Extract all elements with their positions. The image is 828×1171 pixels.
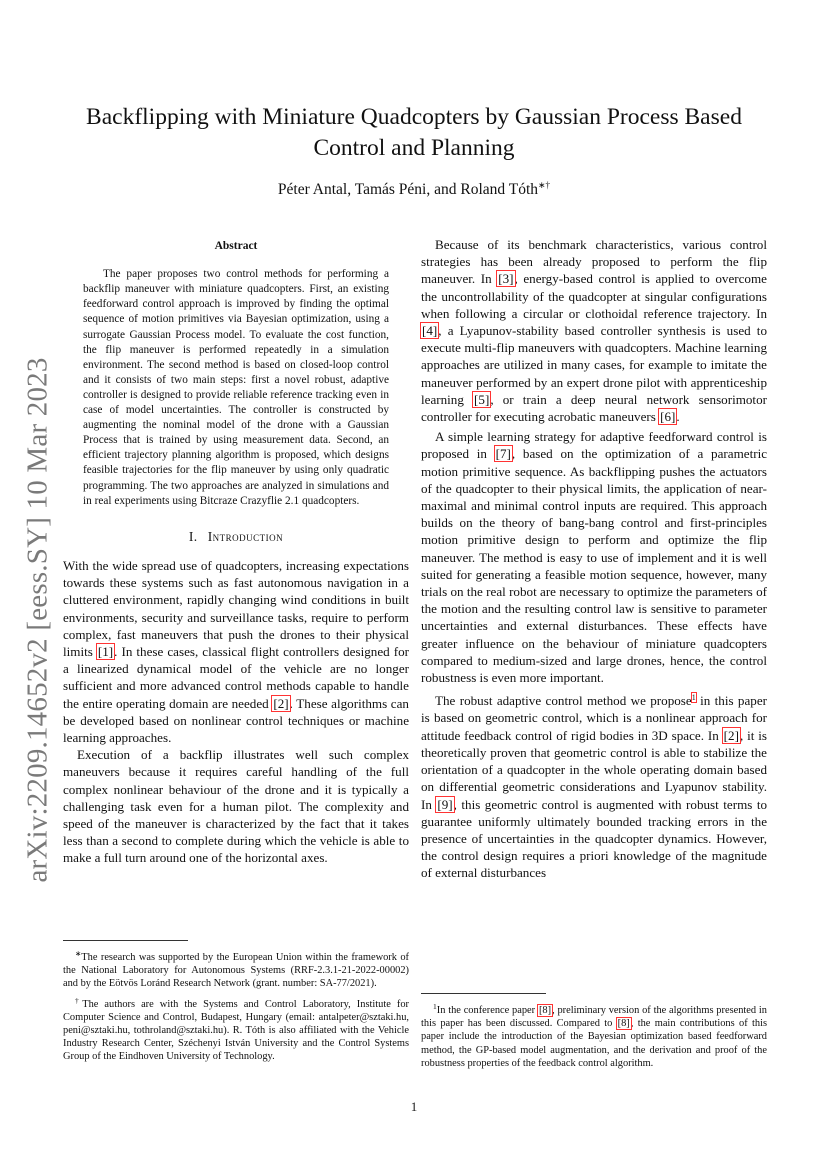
intro-paragraph-4: [421, 428, 767, 686]
section-heading-introduction: [63, 528, 409, 545]
citation-link[interactable]: [9]: [437, 796, 453, 812]
intro-paragraph-2: [63, 746, 409, 866]
arxiv-stamp: [14, 350, 62, 890]
footnote-affiliation: [63, 994, 409, 1064]
text-span: . These algorithms can be developed based on nonlinear control techniques or machine learning approaches.: [63, 695, 409, 745]
text-span: , energy-based control is applied to overcome the uncontrollability of the quadcopter at singular configurations when following a circular or clothoidal reference trajectory. In: [421, 271, 767, 321]
footnote-mark: 1: [433, 1002, 437, 1011]
citation-link[interactable]: [2]: [273, 695, 289, 711]
citation-link[interactable]: [4]: [422, 323, 438, 339]
text-span: , based on the optimization of a parametric motion primitive sequence. As backflipping pushes the actuators of the quadcopter to their physical limits, the application of near-maximal and minimal control inputs are required. This approach builds on the theory of bang-bang control and first-principles motion primitive design to perform and optimize the flip maneuver. The method is easy to use of implement and it is well suited for generating a feasible motion sequence, however, many trials on the real robot are necessary to optimize the parameters of the motion and the resulting control law is sensitive to parameter uncertainties and external disturbances. These effects have greater influence on the behaviour of miniature quadcopters compared to medium-sized and large drones, hence, the control robustness is even more important.: [421, 446, 768, 686]
citation-link[interactable]: [2]: [723, 727, 739, 743]
intro-paragraph-3: [421, 236, 767, 425]
footnote-funding: [63, 947, 409, 991]
abstract-text: The paper proposes two control methods for performing a backflip maneuver with miniature quadcopters. First, an existing feedforward control approach is improved by finding the optimal sequence of motion primitives via Bayesian optimization, using a surrogate Gaussian Process model. To evaluate the cost function, the flip maneuver is performed repeatedly in a simulation environment. The second method is based on closed-loop control and it consists of two main steps: first a novel robust, adaptive controller is designed to provide reliable reference tracking even in case of model uncertainties. The controller is constructed by augmenting the nominal model of the drone with a Gaussian Process that is trained by using measurement data. Second, an efficient trajectory planning algorithm is proposed, which designs feasible trajectories for the flip maneuver by using only quadratic programming. The two approaches are analyzed in simulations and in real experiments using Bitcraze Crazyflie 2.1 quadcopters.: [83, 268, 389, 507]
citation-link[interactable]: [5]: [474, 391, 490, 407]
footnote-rule: [421, 993, 546, 994]
citation-link[interactable]: [1]: [97, 643, 114, 659]
footnotes-left: [63, 940, 409, 1064]
text-span: in this paper is based on geometric control, which is a nonlinear approach for attitude feedback control of rigid bodies in 3D space. In: [421, 693, 767, 743]
footnote-mark: ∗: [75, 949, 82, 958]
section-title: Introduction: [207, 528, 284, 544]
citation-link[interactable]: [3]: [498, 271, 514, 287]
text-span: , or train a deep neural network sensorimotor controller for executing acrobatic maneuvers: [421, 391, 767, 425]
footnote-text: , preliminary version of the algorithms presented in this paper has been discussed. Compared to: [421, 1005, 767, 1030]
author-names: Péter Antal, Tamás Péni, and Roland Tóth: [277, 181, 539, 198]
text-span: A simple learning strategy for adaptive feedforward control is proposed in: [421, 429, 767, 462]
right-column: [421, 236, 767, 882]
text-span: With the wide spread use of quadcopters, increasing expectations towards these systems such as fast autonomous navigation in a cluttered environment, rapidly changing wind conditions in built environments, security and surveillance tasks, require to perform complex, fast maneuvers that push the drones to their physical limits: [63, 557, 409, 659]
intro-paragraph-1: [63, 557, 409, 746]
citation-link[interactable]: [7]: [495, 446, 511, 462]
paper-title: Backflipping with Miniature Quadcopters by Gaussian Process Based Control and Planning: [86, 104, 742, 161]
citation-link[interactable]: [6]: [660, 409, 676, 425]
citation-link[interactable]: [8]: [617, 1018, 630, 1030]
abstract-heading: Abstract: [214, 240, 258, 252]
footnote-mark: †: [75, 995, 83, 1005]
left-column: [63, 238, 409, 867]
footnote-link[interactable]: 1: [691, 693, 696, 703]
footnote-right: [421, 993, 767, 1070]
text-span: The robust adaptive control method we propose: [435, 693, 692, 709]
text-span: , a Lyapunov-stability based controller synthesis is used to execute multi-flip maneuvers with quadcopters. Machine learning approaches are utilized in many cases, for example to imitate the maneuver performed by an expert drone pilot with apprenticeship learning: [421, 323, 767, 407]
text-span: . In these cases, classical flight controllers designed for a linearized dynamical model of the vehicle are no longer sufficient and more advanced control methods capable to handle the entire operating domain are needed: [63, 643, 409, 711]
footnote-text: The research was supported by the European Union within the framework of the National Laboratory for Autonomous Systems (RRF-2.3.1-21-2022-00002) and by the Eötvös Loránd Research Network (grant. number: SA-77/2021).: [63, 952, 409, 990]
section-number: I.: [188, 528, 198, 544]
text-span: , it is theoretically proven that geometric control is able to stabilize the orientation of a quadcopter in the whole operating domain based on differential geometric considerations and Lyapunov stability. In: [421, 727, 767, 812]
text-span: , this geometric control is augmented with robust terms to guarantee uniformly ultimately bounded tracking errors in the presence of uncertainties in the quadcopter dynamics. However, the control design requires a priori knowledge of the magnitude of external disturbances: [421, 796, 768, 881]
paper-authors: [70, 180, 758, 199]
footnote-conference: [421, 1000, 767, 1070]
footnote-text: The authors are with the Systems and Control Laboratory, Institute for Computer Science and Control, Budapest, Hungary (email: antalpeter@sztaki.hu, peni@sztaki.hu, tothroland@sztaki.hu). R. Tóth is also affiliated with the Vehicle Industry Research Center, Széchenyi István University and the Control Systems Group of the Eindhoven University of Technology.: [63, 998, 410, 1063]
text-span: Because of its benchmark characteristics, various control strategies has been already proposed to perform the flip maneuver. In: [421, 237, 767, 287]
intro-paragraph-5: [421, 689, 767, 881]
text-span: Execution of a backflip illustrates well such complex maneuvers because it requires careful handling of the full complex nonlinear behaviour of the drone and it is typically a challenging task even for a human pilot. The complexity and speed of the maneuver is characterized by the fact that it takes less than a second to complete during which the vehicle is able to make a full turn around one of the horizontal axes.: [63, 747, 409, 866]
text-span: .: [676, 409, 680, 425]
author-footnote-mark: ∗†: [538, 180, 551, 190]
footnote-rule: [63, 940, 188, 941]
footnote-text: , the main contributions of this paper include the introduction of the Bayesian optimization based feedforward method, the GP-based model augmentation, and the derivation and proof of the robustness properties of the feedback control algorithm.: [421, 1018, 767, 1069]
page-number: 1: [410, 1099, 418, 1114]
arxiv-id[interactable]: arXiv:2209.14652v2 [eess.SY] 10 Mar 2023: [21, 357, 54, 883]
footnote-text: In the conference paper: [436, 1005, 538, 1016]
citation-link[interactable]: [8]: [538, 1005, 552, 1016]
